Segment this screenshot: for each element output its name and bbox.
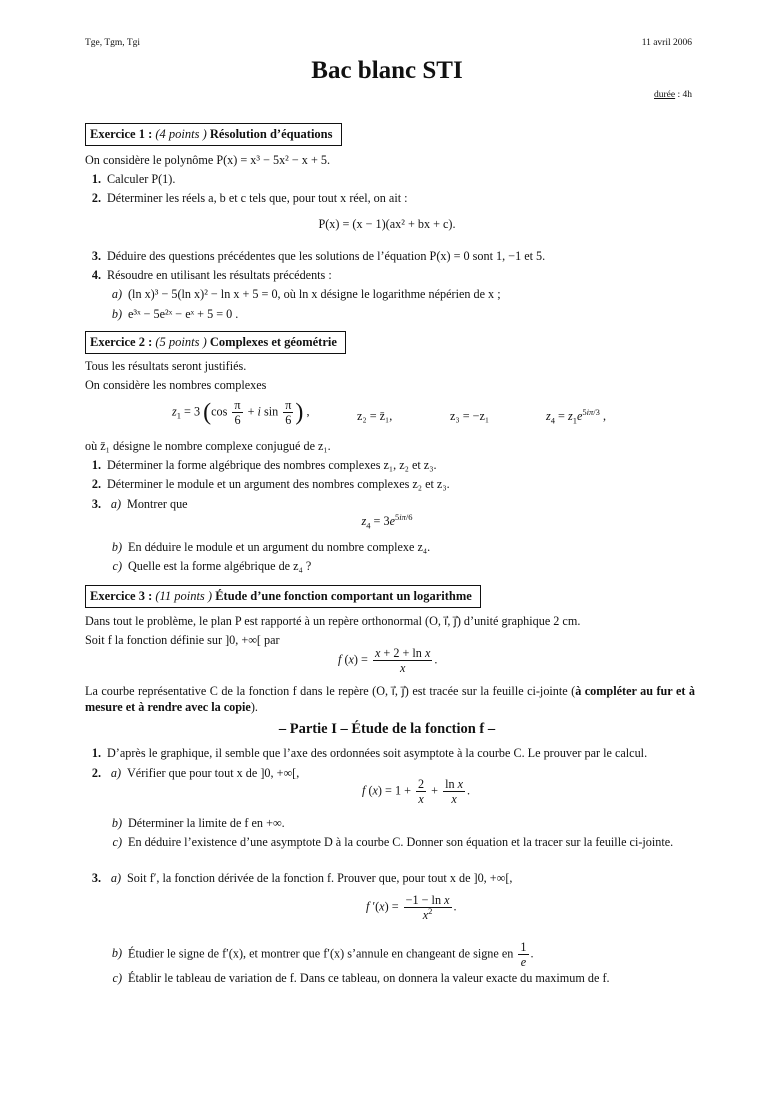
- ex1-q4b-text: e³ˣ − 5e²ˣ − eˣ + 5 = 0 .: [128, 307, 239, 321]
- f-definition: f (x) = $\frac{\text{x + 2 + ln x}}{x}$ .: [338, 646, 438, 675]
- ex1-q4a: a) (ln x)³ − 5(ln x)² − ln x + 5 = 0, où ln x désigne le logarithme népérien de x ;: [111, 287, 501, 301]
- ex2-q3b: b) En déduire le module et un argument du nombre complexe z₄.: [111, 540, 431, 554]
- ex3-q2a: 2. a) Vérifier que pour tout x de ]0, +∞[,: [91, 766, 300, 780]
- ex2-q3a: 3. a) Montrer que: [91, 497, 188, 511]
- z1-formula: $z_1 = 3$ (cos $\frac{\pi}{6}$ + i sin $\frac{\pi}{6}$ ) ,: [172, 398, 310, 427]
- ex3-line3-b: à compléter au fur et à mesure et à rendre avec la copie: [85, 684, 695, 714]
- ex3-label: Exercice 3 :: [90, 589, 153, 603]
- z2-formula: z₂ = z̄₁,: [357, 409, 393, 423]
- ex1-q2-equation: P(x) = (x − 1)(ax² + bx + c).: [318, 217, 456, 231]
- ex3-q2c: c) En déduire l’existence d’une asymptote D à la courbe C. Donner son équation et la tracer sur la feuille ci-jointe.: [112, 835, 674, 849]
- ex3-q3b: b) Étudier le signe de f′(x), et montrer que f′(x) s’annule en changeant de signe en $\frac{1}{e}$ .: [111, 940, 534, 969]
- ex3-q3c-text: Établir le tableau de variation de f. Dans ce tableau, on donnera la valeur exacte du maximum de f.: [128, 971, 610, 985]
- ex2-points: (5 points ): [155, 335, 207, 349]
- ex1-q4: 4. Résoudre en utilisant les résultats précédents :: [91, 268, 332, 282]
- duration-value: : 4h: [675, 90, 692, 100]
- ex1-q2-text: Déterminer les réels a, b et c tels que, pour tout x réel, on ait :: [107, 191, 408, 205]
- duration-label: durée: [654, 90, 676, 100]
- ex3-q2a-text: Vérifier que pour tout x de ]0, +∞[,: [127, 766, 300, 780]
- ex3-q3a-text: Soit f′, la fonction dérivée de la fonction f. Prouver que, pour tout x de ]0, +∞[,: [127, 871, 513, 885]
- ex3-line3: [85, 683, 695, 715]
- ex3-topic: Étude d’une fonction comportant un logarithme: [215, 589, 472, 603]
- ex2-q2: 2. Déterminer le module et un argument des nombres complexes z₂ et z₃.: [91, 477, 450, 491]
- exercise-1-box: [85, 123, 342, 146]
- f-derivative: f ′(x) = $\frac{\text{−1 − ln x}}{x^2}$ .: [366, 893, 457, 922]
- ex2-q3a-text: Montrer que: [127, 497, 188, 511]
- ex3-points: (11 points ): [155, 589, 213, 603]
- ex2-label: Exercice 2 :: [90, 335, 153, 349]
- z4-result: $z_4 = 3e^{5i\pi/6}$: [361, 511, 413, 531]
- header-date: 11 avril 2006: [641, 38, 692, 48]
- ex2-q1-text: Déterminer la forme algébrique des nombres complexes z₁, z₂ et z₃.: [107, 458, 437, 472]
- page-title: Bac blanc STI: [311, 57, 463, 84]
- ex3-line3-c: ).: [250, 700, 258, 714]
- ex2-line1: Tous les résultats seront justifiés.: [85, 359, 247, 373]
- ex1-points: (4 points ): [155, 127, 207, 141]
- ex3-q1: 1. D’après le graphique, il semble que l’axe des ordonnées soit asymptote à la courbe C. Le prouver par le calcul.: [91, 746, 648, 760]
- ex3-q2b-text: Déterminer la limite de f en +∞.: [128, 816, 285, 830]
- z4-formula: $z_4 = z_1e^{5i\pi/3}$ ,: [546, 406, 606, 426]
- ex2-q2-text: Déterminer le module et un argument des nombres complexes z₂ et z₃.: [107, 477, 450, 491]
- ex2-q3b-text: En déduire le module et un argument du nombre complexe z₄.: [128, 540, 431, 554]
- ex2-line3: où z̄₁ désigne le nombre complexe conjugué de z₁.: [85, 439, 331, 453]
- f-rewrite: f (x) = 1 + $\frac{2}{x}$ + $\frac{\text{ln x}}{x}$ .: [362, 777, 471, 806]
- ex1-topic: Résolution d’équations: [209, 127, 333, 141]
- ex1-q1: 1. Calculer P(1).: [91, 172, 176, 186]
- duration: [600, 90, 692, 100]
- ex1-q3: 3. Déduire des questions précédentes que les solutions de l’équation P(x) = 0 sont 1, −1 et 5.: [91, 249, 546, 263]
- ex2-q3c-text: Quelle est la forme algébrique de z₄ ?: [128, 559, 312, 573]
- ex3-q3b-text: Étudier le signe de f′(x), et montrer que f′(x) s’annule en changeant de signe en: [128, 946, 514, 961]
- ex3-line1: Dans tout le problème, le plan P est rapporté à un repère orthonormal (O, i⃗, j⃗) d’unité graphique 2 cm.: [85, 614, 581, 628]
- header-classes: Tge, Tgm, Tgi: [85, 38, 141, 48]
- exercise-2-box: [85, 331, 346, 354]
- ex3-line2: Soit f la fonction définie sur ]0, +∞[ par: [85, 633, 280, 647]
- exercise-3-box: [85, 585, 481, 608]
- ex3-q3a: 3. a) Soit f′, la fonction dérivée de la fonction f. Prouver que, pour tout x de ]0, +∞[,: [91, 871, 513, 885]
- ex3-q1-text: D’après le graphique, il semble que l’axe des ordonnées soit asymptote à la courbe C. Le prouver par le calcul.: [107, 746, 648, 760]
- ex1-q4-text: Résoudre en utilisant les résultats précédents :: [107, 268, 332, 282]
- ex1-q1-text: Calculer P(1).: [107, 172, 176, 186]
- z3-formula: z₃ = −z₁: [450, 409, 490, 423]
- part-1-heading: – Partie I – Étude de la fonction f –: [278, 721, 496, 737]
- ex2-topic: Complexes et géométrie: [209, 335, 337, 349]
- ex3-q3c: c) Établir le tableau de variation de f. Dans ce tableau, on donnera la valeur exacte du maximum de f.: [112, 971, 610, 985]
- ex2-q1: 1. Déterminer la forme algébrique des nombres complexes z₁, z₂ et z₃.: [91, 458, 437, 472]
- ex1-q3-text: Déduire des questions précédentes que les solutions de l’équation P(x) = 0 sont 1, −1 et 5.: [107, 249, 546, 263]
- ex1-label: Exercice 1 :: [90, 127, 153, 141]
- ex1-q4a-text: (ln x)³ − 5(ln x)² − ln x + 5 = 0, où ln x désigne le logarithme népérien de x ;: [128, 287, 501, 301]
- ex2-line2: On considère les nombres complexes: [85, 378, 267, 392]
- ex1-q2: 2. Déterminer les réels a, b et c tels que, pour tout x réel, on ait :: [91, 191, 408, 205]
- ex3-line3-a: La courbe représentative C de la fonction f dans le repère (O, i⃗, j⃗) est tracée sur la feuille ci-jointe (: [85, 684, 576, 698]
- ex2-q3c: c) Quelle est la forme algébrique de z₄ ?: [112, 559, 312, 573]
- ex1-q4b: b) e³ˣ − 5e²ˣ − eˣ + 5 = 0 .: [111, 307, 239, 321]
- ex1-intro: On considère le polynôme P(x) = x³ − 5x² − x + 5.: [85, 153, 330, 167]
- ex3-q2b: b) Déterminer la limite de f en +∞.: [111, 816, 285, 830]
- ex3-q2c-text: En déduire l’existence d’une asymptote D à la courbe C. Donner son équation et la tracer sur la feuille ci-jointe.: [128, 835, 674, 849]
